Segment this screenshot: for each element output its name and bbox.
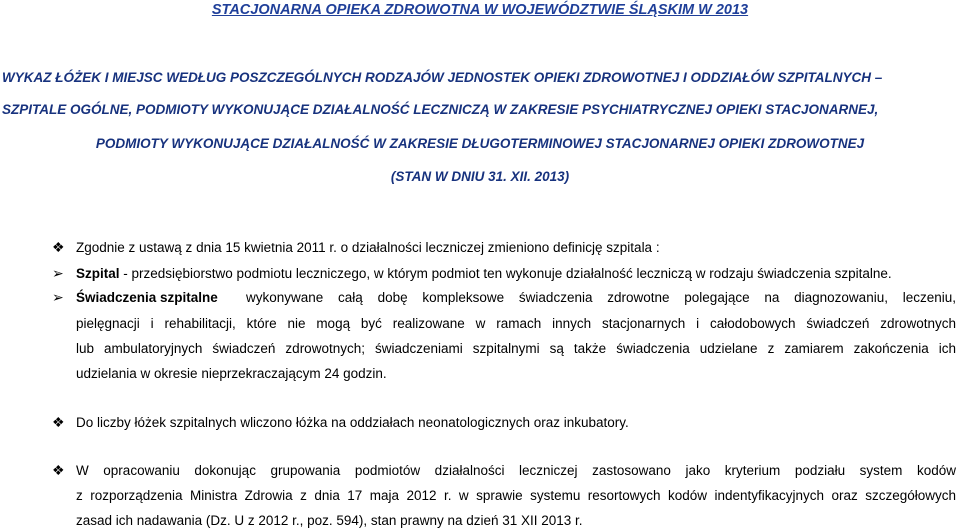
bullet-definition-intro: Zgodnie z ustawą z dnia 15 kwietnia 2011 r. o działalności leczniczej zmieniono definicję szpitala : xyxy=(76,240,660,255)
swiadczenia-term: Świadczenia szpitalne xyxy=(76,290,218,305)
szpital-definition xyxy=(76,266,892,281)
swiadczenia-line-4: udzielania w okresie nieprzekraczającym 24 godzin. xyxy=(76,366,387,381)
bullet-grouping-line-3: zasad ich nadawania (Dz. U z 2012 r., poz. 594), stan prawny na dzień 31 XII 2013 r. xyxy=(76,513,583,528)
swiadczenia-line-1: wykonywane całą dobę kompleksowe świadczenia zdrowotne polegające na diagnozowaniu, leczeniu, xyxy=(246,290,956,305)
arrow-bullet-icon: ➢ xyxy=(52,289,64,305)
page-title: STACJONARNA OPIEKA ZDROWOTNA W WOJEWÓDZTWIE ŚLĄSKIM W 2013 xyxy=(211,2,749,18)
swiadczenia-line-3: lub ambulatoryjnych świadczeń zdrowotnych; świadczeniami szpitalnymi są także świadczenia udzielane z zamiarem zakończenia ich xyxy=(76,341,956,356)
swiadczenia-line-2: pielęgnacji i rehabilitacji, które nie mogą być realizowane w ramach innych stacjonarnych i całodobowych świadczeń zdrowotnych xyxy=(76,316,956,331)
heading-line-4: (STAN W DNIU 31. XII. 2013) xyxy=(390,169,570,184)
szpital-definition-text: - przedsiębiorstwo podmiotu leczniczego, w którym podmiot ten wykonuje działalność leczniczą w rodzaju świadczenia szpitalne. xyxy=(119,266,892,281)
szpital-term: Szpital xyxy=(76,266,120,281)
bullet-grouping-line-1: W opracowaniu dokonując grupowania podmiotów działalności leczniczej zastosowano jako kryterium podziału system kodów xyxy=(76,463,956,478)
bullet-beds-note: Do liczby łóżek szpitalnych wliczono łóżka na oddziałach neonatologicznych oraz inkubatory. xyxy=(76,415,629,430)
heading-line-3: PODMIOTY WYKONUJĄCE DZIAŁALNOŚĆ W ZAKRESIE DŁUGOTERMINOWEJ STACJONARNEJ OPIEKI ZDROWOTNEJ xyxy=(95,136,865,151)
diamond-bullet-icon: ❖ xyxy=(52,414,65,430)
diamond-bullet-icon: ❖ xyxy=(52,462,65,478)
bullet-grouping-line-2: z rozporządzenia Ministra Zdrowia z dnia 17 maja 2012 r. w sprawie systemu resortowych kodów indentyfikacyjnych oraz szczegółowych xyxy=(76,488,956,503)
heading-line-2: SZPITALE OGÓLNE, PODMIOTY WYKONUJĄCE DZIAŁALNOŚĆ LECZNICZĄ W ZAKRESIE PSYCHIATRYCZNEJ OPIEKI STACJONARNEJ, xyxy=(2,102,879,117)
diamond-bullet-icon: ❖ xyxy=(52,239,65,255)
arrow-bullet-icon: ➢ xyxy=(52,265,64,281)
heading-line-1: WYKAZ ŁÓŻEK I MIEJSC WEDŁUG POSZCZEGÓLNYCH RODZAJÓW JEDNOSTEK OPIEKI ZDROWOTNEJ I ODDZIAŁÓW SZPITALNYCH – xyxy=(2,70,883,85)
